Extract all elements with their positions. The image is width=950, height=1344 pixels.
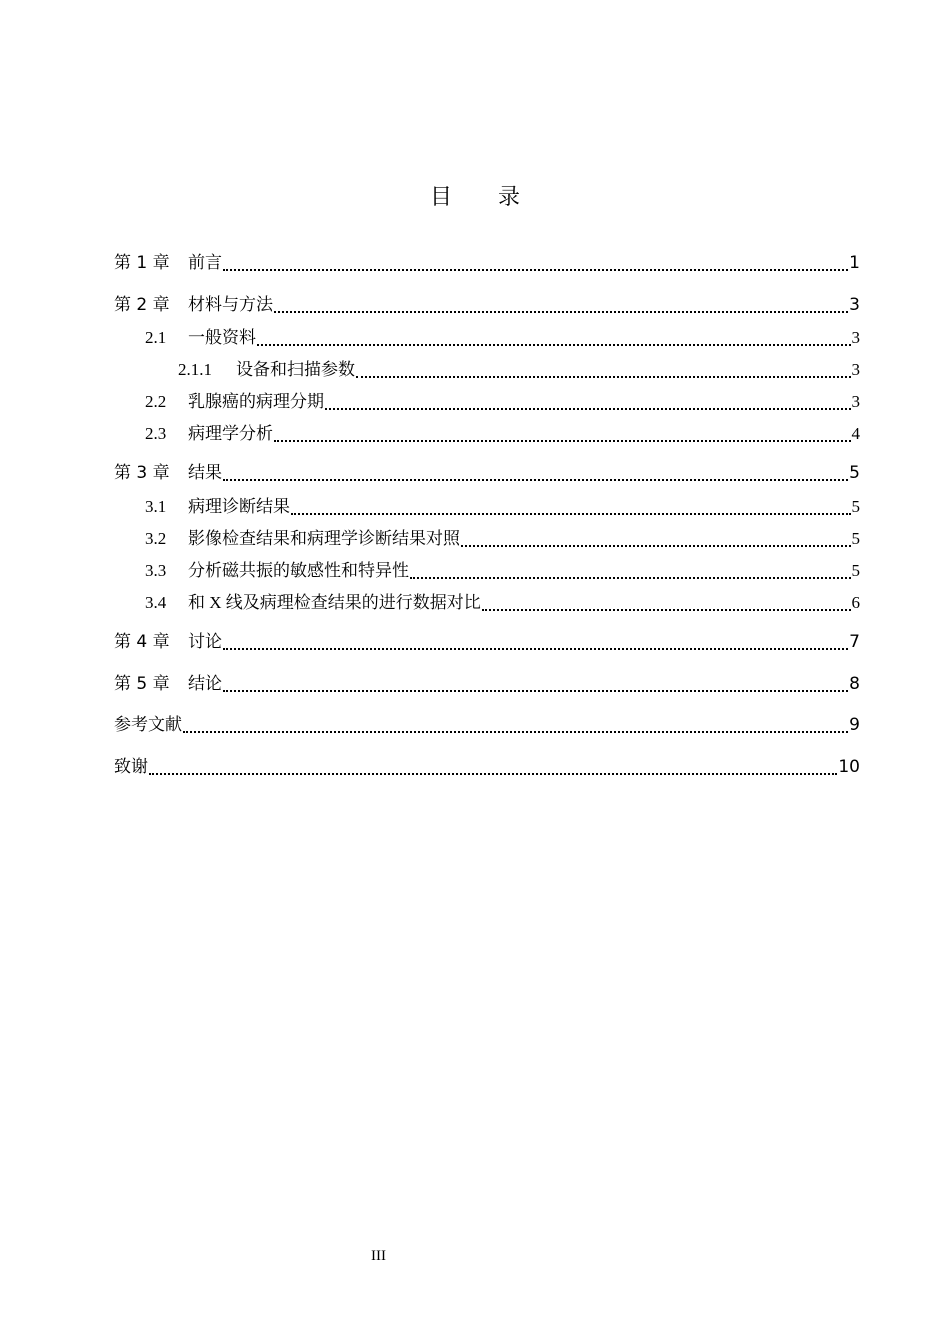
toc-entry-number: 第 3 章 [114,463,170,483]
dot-leader [482,593,851,611]
toc-entry-page: 5 [851,561,860,580]
dot-leader [325,392,851,410]
dot-leader [274,424,851,442]
toc-entry-title: 参考文献 [114,715,182,735]
toc-entry-number: 3.4 [145,593,167,612]
toc-entry-2-3[interactable] [145,419,860,445]
toc-entry-title: 致谢 [114,757,148,777]
dot-leader [291,497,851,515]
toc-entry-page: 10 [838,757,860,777]
toc-entry-number: 2.3 [145,424,167,443]
toc-entry-3-4[interactable] [145,588,860,614]
toc-entry-page: 5 [849,463,860,483]
toc-entry-page: 1 [849,253,860,273]
toc-entry-title: 讨论 [188,632,222,652]
toc-entry-number: 3.3 [145,561,167,580]
toc-entry-number: 第 1 章 [114,253,170,273]
toc-entry-title: 病理学分析 [188,424,273,443]
toc-entry-3-3[interactable] [145,556,860,582]
toc-entry-references[interactable] [114,710,860,736]
toc-entry-ch4[interactable] [114,627,860,653]
toc-entry-page: 4 [851,424,860,443]
toc-entry-acknowledgements[interactable] [114,752,860,778]
toc-entry-number: 第 4 章 [114,632,170,652]
toc-entry-number: 2.1 [145,328,167,347]
dot-leader [356,360,851,378]
toc-entry-page: 3 [849,295,860,315]
dot-leader [257,328,851,346]
toc-entry-page: 3 [851,360,860,379]
toc-entry-title: 结果 [188,463,222,483]
toc-entry-page: 3 [851,392,860,411]
dot-leader [223,253,848,271]
toc-entry-ch1[interactable] [114,248,860,274]
dot-leader [274,295,848,313]
toc-entry-number: 第 5 章 [114,674,170,694]
dot-leader [183,715,848,733]
toc-entry-number: 2.2 [145,392,167,411]
toc-entry-title: 分析磁共振的敏感性和特异性 [188,561,409,580]
toc-entry-page: 3 [851,328,860,347]
toc-entry-ch2[interactable] [114,290,860,316]
toc-entry-title: 影像检查结果和病理学诊断结果对照 [188,529,460,548]
toc-entry-title: 结论 [188,674,222,694]
page-number: III [371,1248,386,1264]
toc-entry-ch3[interactable] [114,458,860,484]
toc-entry-3-1[interactable] [145,492,860,518]
toc-list [114,0,860,1344]
dot-leader [149,757,837,775]
dot-leader [223,632,848,650]
toc-entry-number: 2.1.1 [178,360,212,379]
toc-entry-ch5[interactable] [114,669,860,695]
toc-entry-title: 材料与方法 [188,295,273,315]
toc-entry-title: 前言 [188,253,222,273]
toc-entry-2-1-1[interactable] [178,355,860,381]
dot-leader [461,529,851,547]
toc-entry-3-2[interactable] [145,524,860,550]
toc-entry-number: 3.1 [145,497,167,516]
toc-entry-page: 6 [851,593,860,612]
toc-entry-page: 9 [849,715,860,735]
toc-heading-left: 目 [429,185,452,210]
toc-entry-2-1[interactable] [145,323,860,349]
toc-entry-page: 5 [851,529,860,548]
toc-entry-number: 第 2 章 [114,295,170,315]
toc-entry-title: 病理诊断结果 [188,497,290,516]
toc-entry-title: 和 X 线及病理检查结果的进行数据对比 [188,593,481,612]
toc-entry-page: 8 [849,674,860,694]
toc-entry-page: 5 [851,497,860,516]
toc-entry-title: 乳腺癌的病理分期 [188,392,324,411]
toc-entry-number: 3.2 [145,529,167,548]
dot-leader [223,674,848,692]
toc-entry-page: 7 [849,632,860,652]
toc-entry-title: 设备和扫描参数 [236,360,355,379]
toc-heading-right: 录 [498,185,521,210]
dot-leader [223,463,848,481]
dot-leader [410,561,851,579]
toc-entry-2-2[interactable] [145,387,860,413]
toc-entry-title: 一般资料 [188,328,256,347]
